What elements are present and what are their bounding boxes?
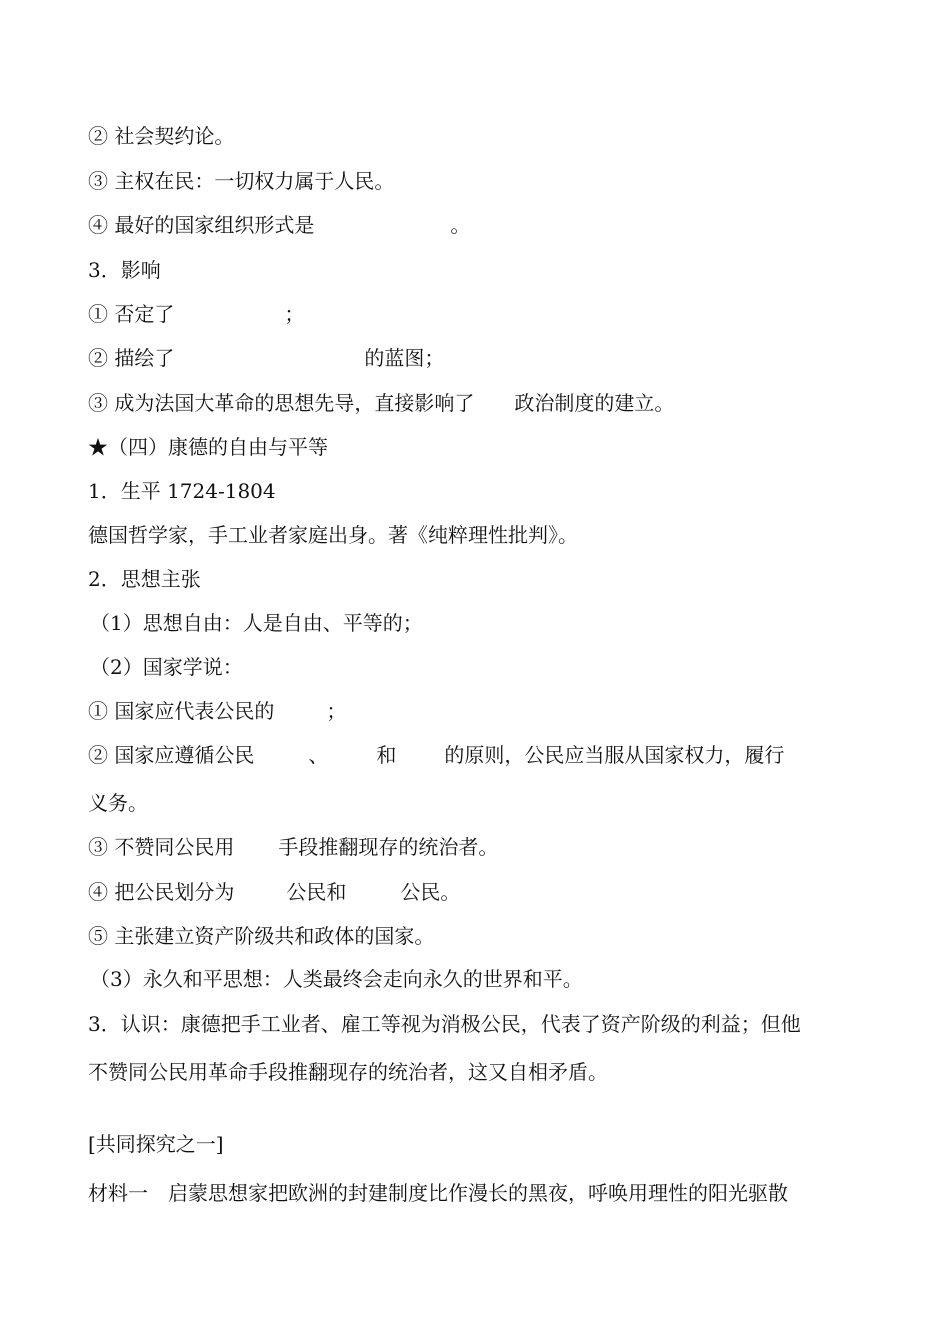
section-heading: [共同探究之一]	[88, 1132, 224, 1156]
text-line: （3）永久和平思想：人类最终会走向永久的世界和平。	[90, 967, 583, 991]
text-line: ⑤ 主张建立资产阶级共和政体的国家。	[88, 924, 435, 948]
text-segment: 、	[308, 743, 329, 767]
section-heading: ★（四）康德的自由与平等	[88, 435, 328, 459]
text-line: （1）思想自由：人是自由、平等的；	[90, 611, 423, 635]
text-line: 不赞同公民用革命手段推翻现存的统治者，这又自相矛盾。	[88, 1060, 608, 1084]
text-line: ③ 主权在民：一切权力属于人民。	[88, 169, 395, 193]
text-segment: ③ 不赞同公民用	[88, 835, 235, 859]
text-segment: ④ 把公民划分为	[88, 880, 235, 904]
text-segment: 政治制度的建立。	[514, 391, 675, 415]
text-line: ② 社会契约论。	[88, 124, 235, 148]
text-line: 1．生平 1724-1804	[88, 479, 276, 503]
text-segment: ① 否定了	[88, 302, 175, 326]
text-line	[88, 879, 460, 905]
text-line: 材料一 启蒙思想家把欧洲的封建制度比作漫长的黑夜，呼唤用理性的阳光驱散	[88, 1181, 788, 1205]
text-line: 德国哲学家，手工业者家庭出身。著《纯粹理性批判》。	[88, 523, 578, 547]
text-segment: ；	[326, 699, 347, 723]
section-heading: 2．思想主张	[88, 567, 201, 591]
text-segment: ① 国家应代表公民的	[88, 699, 275, 723]
text-segment: ② 描绘了	[88, 346, 175, 370]
text-segment: ③ 成为法国大革命的思想先导，直接影响了	[88, 391, 475, 415]
text-line	[88, 390, 674, 416]
text-segment: ② 国家应遵循公民	[88, 743, 255, 767]
text-segment: ；	[284, 302, 305, 326]
text-line	[88, 345, 444, 371]
text-line	[88, 742, 784, 768]
text-line: （2）国家学说：	[90, 655, 243, 679]
text-segment: ④ 最好的国家组织形式是	[88, 213, 315, 237]
text-segment: 公民。	[400, 880, 461, 904]
section-heading: 3．影响	[88, 258, 161, 282]
text-line	[88, 301, 304, 327]
text-line	[88, 212, 470, 238]
text-line	[88, 698, 346, 724]
text-line: 义务。	[88, 791, 148, 815]
text-segment: 公民和	[286, 880, 347, 904]
text-segment: 和	[376, 743, 397, 767]
text-line: 3．认识：康德把手工业者、雇工等视为消极公民，代表了资产阶级的利益；但他	[88, 1012, 801, 1036]
text-segment: 。	[450, 213, 471, 237]
text-segment: 的原则，公民应当服从国家权力，履行	[444, 743, 785, 767]
text-line	[88, 834, 498, 860]
text-segment: 的蓝图；	[364, 346, 445, 370]
text-segment: 手段推翻现存的统治者。	[278, 835, 499, 859]
